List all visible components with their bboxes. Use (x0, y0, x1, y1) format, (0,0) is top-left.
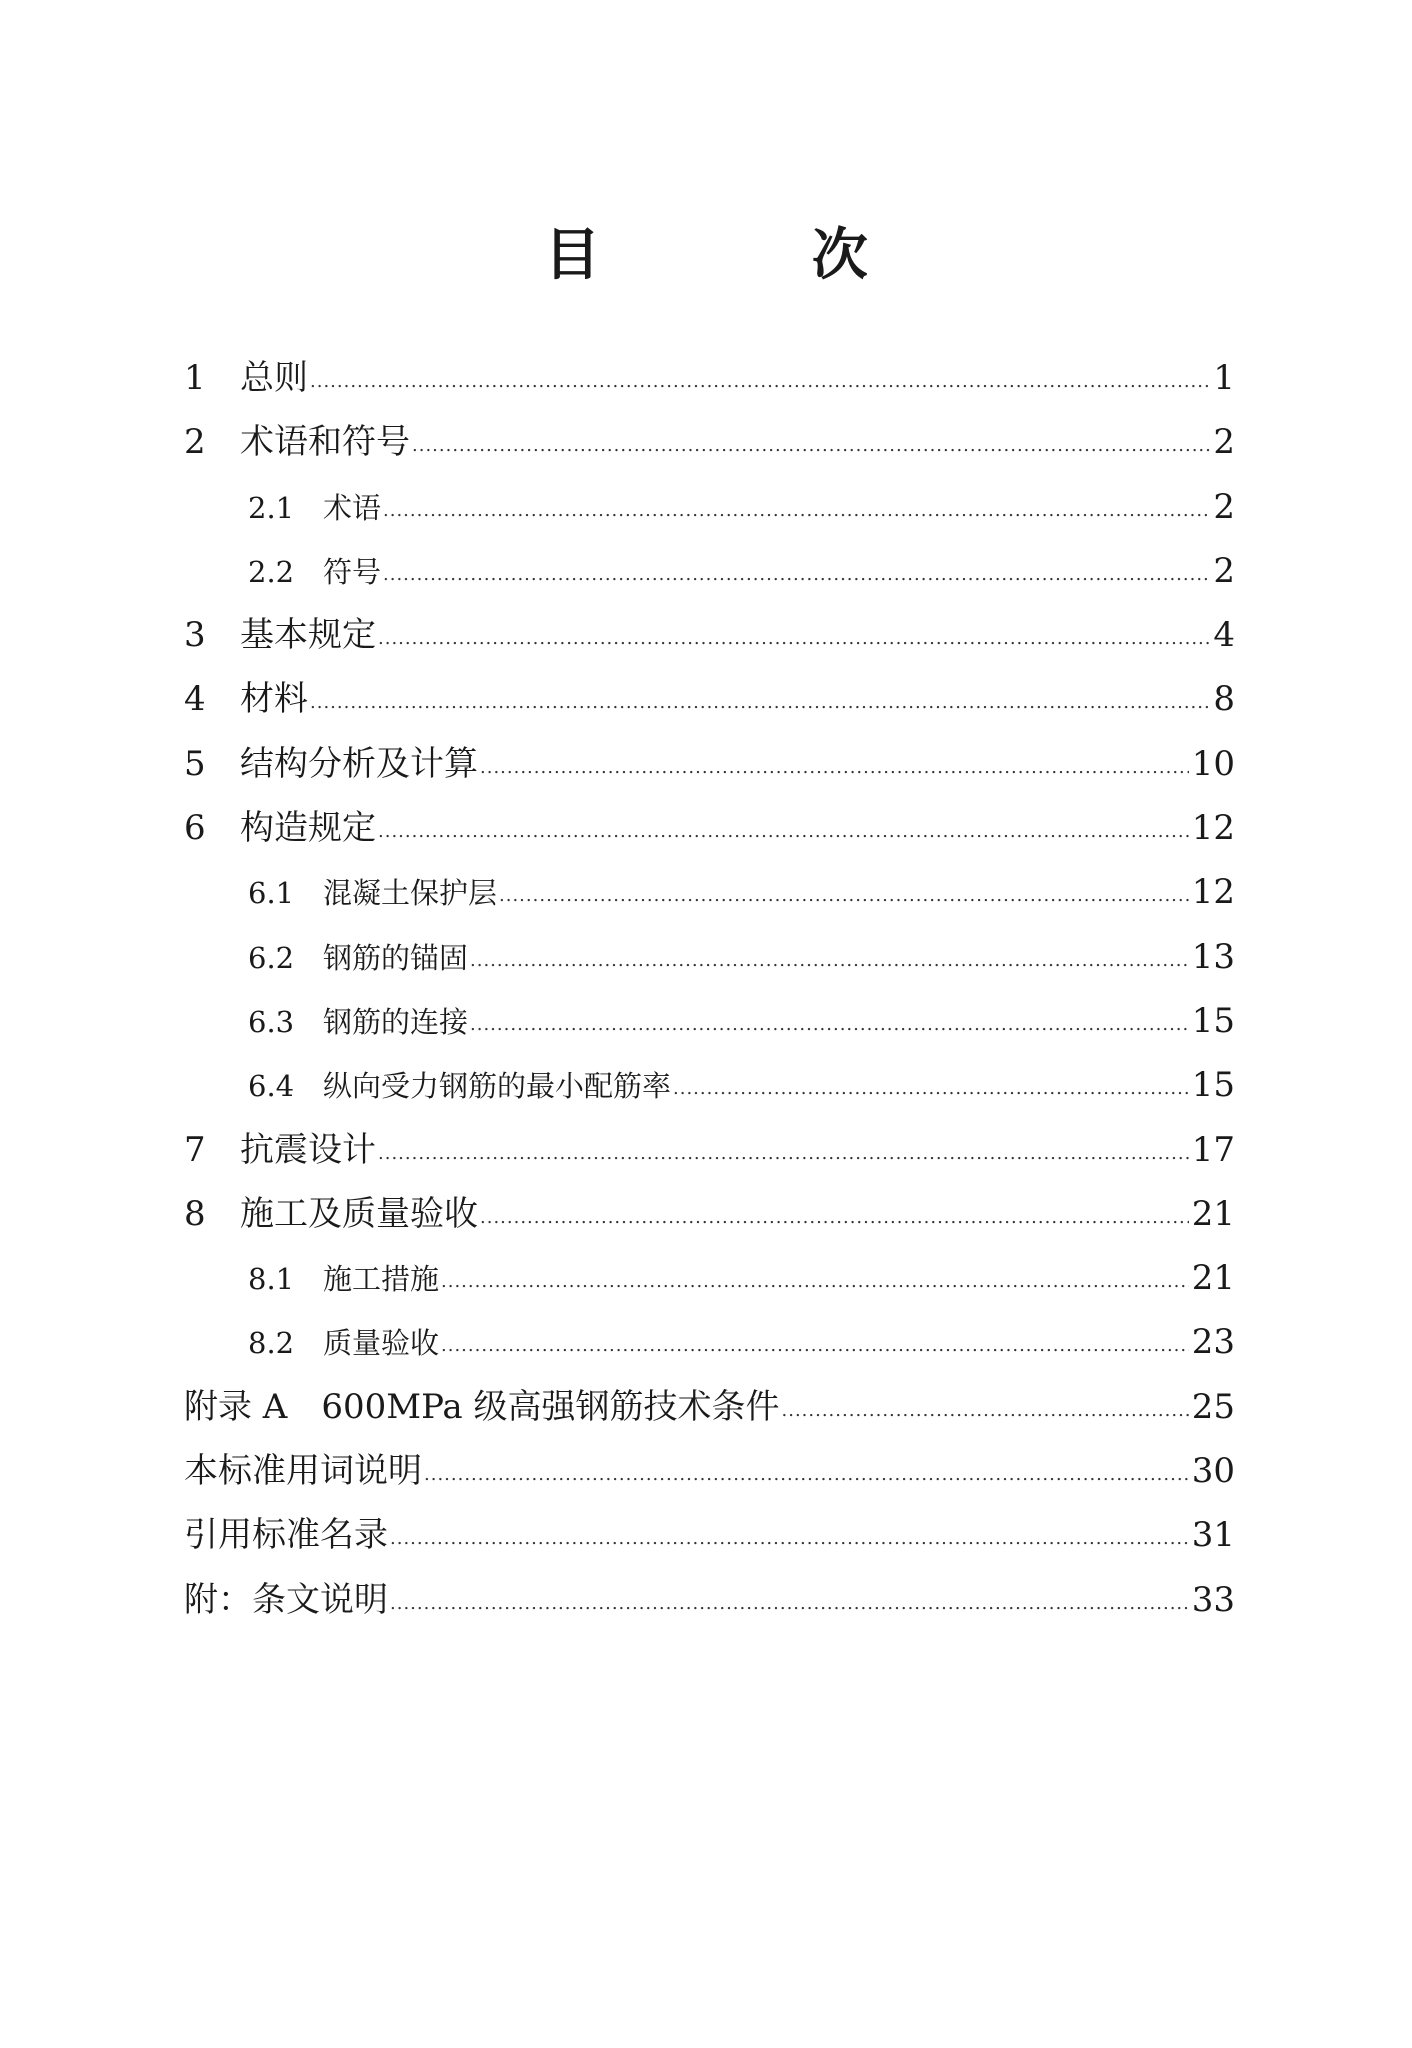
toc-entry-label: 附录 A 600MPa 级高强钢筋技术条件 (184, 1386, 780, 1427)
toc-entry-label: 术语 (323, 490, 382, 525)
dot-leader (782, 1373, 1189, 1443)
toc-entry-page: 21 (1191, 1258, 1235, 1299)
toc-entry-label: 纵向受力钢筋的最小配筋率 (323, 1069, 672, 1104)
toc-entry-label: 抗震设计 (240, 1129, 376, 1170)
toc-subentry[interactable] (184, 989, 1235, 1053)
dot-leader (441, 1309, 1189, 1378)
toc-entry-label: 材料 (240, 679, 308, 720)
toc-entry-number: 8.2 (248, 1326, 295, 1361)
toc-entry-page: 1 (1213, 358, 1235, 398)
toc-entry-label: 施工措施 (323, 1262, 440, 1297)
toc-entry-label: 引用标准名录 (184, 1515, 388, 1556)
toc-entry-label: 混凝土保护层 (323, 876, 498, 911)
toc-appendix-entry[interactable] (184, 1503, 1235, 1567)
toc-entry-page: 23 (1191, 1322, 1235, 1363)
toc-entry[interactable] (184, 1182, 1235, 1246)
toc-entry-number: 6.1 (248, 876, 295, 911)
toc-entry-page: 25 (1191, 1386, 1235, 1427)
dot-leader (390, 1566, 1189, 1636)
toc-entry-number: 6.4 (248, 1069, 295, 1104)
toc-entry-number: 6.3 (248, 1004, 295, 1039)
dot-leader (441, 1245, 1189, 1314)
toc-entry-page: 15 (1191, 1000, 1235, 1041)
toc-entry-number: 4 (184, 679, 206, 720)
dot-leader (378, 794, 1189, 864)
toc-entry-label: 术语和符号 (240, 422, 410, 463)
dot-leader (480, 730, 1189, 800)
toc-entry-label: 结构分析及计算 (240, 743, 478, 784)
toc-entry-page: 13 (1191, 936, 1235, 977)
toc-entry[interactable] (184, 603, 1235, 667)
toc-entry-page: 15 (1191, 1065, 1235, 1106)
toc-entry-page: 33 (1191, 1579, 1235, 1620)
table-of-contents (184, 346, 1235, 1632)
toc-entry-label: 钢筋的锚固 (323, 940, 469, 975)
toc-entry-label: 构造规定 (240, 808, 376, 849)
toc-appendix-entry[interactable] (184, 1375, 1235, 1439)
dot-leader (499, 859, 1189, 928)
toc-subentry[interactable] (184, 925, 1235, 989)
toc-entry-number: 2 (184, 422, 206, 463)
toc-entry-page: 12 (1191, 808, 1235, 849)
toc-entry[interactable] (184, 1118, 1235, 1182)
toc-entry-page: 4 (1213, 615, 1235, 656)
dot-leader (378, 601, 1210, 671)
toc-entry-page: 2 (1213, 550, 1235, 591)
toc-entry-label: 附：条文说明 (184, 1579, 388, 1620)
toc-entry-number: 8 (184, 1193, 206, 1234)
dot-leader (378, 1116, 1189, 1186)
toc-entry-page: 2 (1213, 422, 1235, 463)
toc-subentry[interactable] (184, 539, 1235, 603)
page-title: 目 次 (544, 222, 964, 288)
toc-entry[interactable] (184, 410, 1235, 474)
dot-leader (470, 988, 1189, 1057)
toc-appendix-entry[interactable] (184, 1568, 1235, 1632)
toc-entry-label: 本标准用词说明 (184, 1451, 422, 1492)
toc-entry-number: 3 (184, 615, 206, 656)
dot-leader (673, 1052, 1189, 1121)
dot-leader (470, 924, 1189, 993)
toc-subentry[interactable] (184, 1246, 1235, 1310)
toc-entry-number: 1 (184, 358, 206, 398)
toc-entry-label: 总则 (240, 358, 308, 398)
toc-subentry[interactable] (184, 1310, 1235, 1374)
toc-appendix-entry[interactable] (184, 1439, 1235, 1503)
toc-entry[interactable] (184, 796, 1235, 860)
toc-entry-page: 30 (1191, 1451, 1235, 1492)
toc-entry-label: 符号 (323, 554, 382, 589)
toc-entry-number: 2.2 (248, 554, 295, 589)
toc-entry[interactable] (184, 346, 1235, 410)
toc-entry-label: 质量验收 (323, 1326, 440, 1361)
toc-entry-label: 钢筋的连接 (323, 1004, 469, 1039)
toc-entry[interactable] (184, 667, 1235, 731)
toc-entry-page: 12 (1191, 872, 1235, 913)
toc-entry-number: 2.1 (248, 490, 295, 525)
toc-entry-number: 7 (184, 1129, 206, 1170)
toc-subentry[interactable] (184, 860, 1235, 924)
toc-entry-page: 10 (1191, 743, 1235, 784)
dot-leader (390, 1501, 1189, 1571)
dot-leader (424, 1437, 1189, 1507)
toc-entry-page: 2 (1213, 486, 1235, 527)
dot-leader (310, 344, 1210, 414)
toc-subentry[interactable] (184, 475, 1235, 539)
dot-leader (412, 408, 1210, 478)
toc-entry-page: 17 (1191, 1129, 1235, 1170)
toc-entry-number: 5 (184, 743, 206, 784)
toc-entry-label: 基本规定 (240, 615, 376, 656)
toc-entry-page: 21 (1191, 1193, 1235, 1234)
toc-entry-number: 8.1 (248, 1262, 295, 1297)
dot-leader (383, 538, 1210, 607)
dot-leader (310, 665, 1210, 735)
toc-subentry[interactable] (184, 1053, 1235, 1117)
dot-leader (480, 1180, 1189, 1250)
toc-entry-label: 施工及质量验收 (240, 1193, 478, 1234)
toc-entry-page: 31 (1191, 1515, 1235, 1556)
toc-entry-number: 6 (184, 808, 206, 849)
toc-entry-number: 6.2 (248, 940, 295, 975)
toc-entry-page: 8 (1213, 679, 1235, 720)
toc-entry[interactable] (184, 732, 1235, 796)
dot-leader (383, 474, 1210, 543)
